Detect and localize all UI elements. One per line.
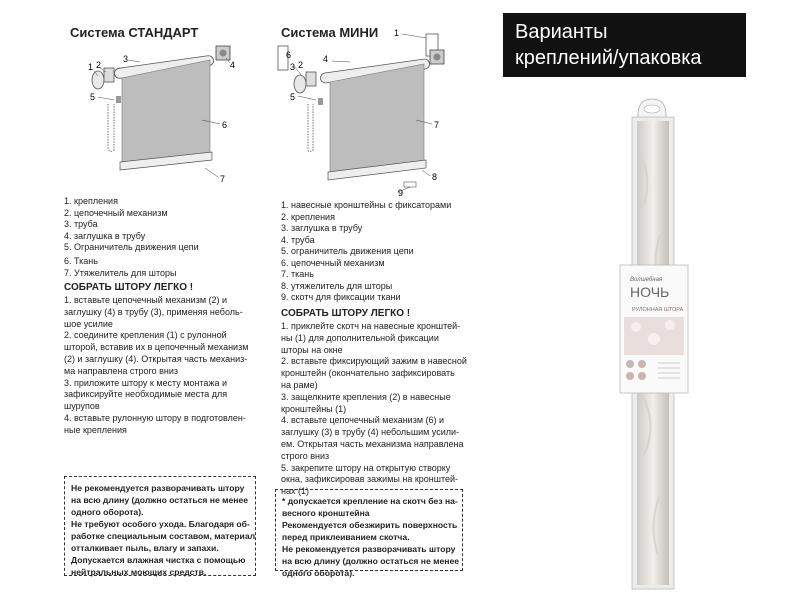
mini-diagram: [270, 28, 460, 200]
callout: 4: [230, 60, 236, 70]
note-line: Рекомендуется обезжирить поверхность: [282, 520, 458, 530]
callout: 1: [88, 62, 94, 72]
package-image: [600, 95, 710, 595]
banner-line-2: креплений/упаковка: [515, 47, 702, 69]
note-line: отталкивает пыль, влагу и запахи.: [71, 543, 219, 553]
note-line: нейтральных моющих средств.: [71, 567, 207, 577]
mini-care-note: [275, 489, 463, 578]
package-brand-small: Волшебная: [630, 277, 663, 283]
step-line: (2) и заглушку (4). Открытая часть механиз-: [64, 353, 248, 364]
package-product: РУЛОННАЯ ШТОРА: [632, 307, 684, 313]
list-item: 1. навесные кронштейны с фиксаторами: [281, 200, 452, 210]
list-item: 7. ткань: [281, 269, 314, 279]
section-banner: [503, 13, 746, 77]
list-item: 7. Утяжелитель для шторы: [64, 267, 177, 278]
callout: 1: [394, 28, 400, 38]
callout: 8: [432, 172, 438, 182]
step-line: 3. защелкните крепления (2) в навесные: [281, 391, 451, 402]
step-line: кронштейн (окончательно зафиксировать: [281, 368, 455, 379]
note-line: весного кронштейна: [282, 508, 370, 518]
list-item: 4. труба: [281, 234, 315, 245]
list-item: 5. Ограничитель движения цепи: [64, 242, 199, 252]
banner-line-1: Варианты: [515, 21, 608, 43]
list-item: 3. заглушка в трубу: [281, 223, 363, 233]
package-brand-big: НОЧЬ: [630, 284, 670, 300]
list-item: 2. цепочечный механизм: [64, 207, 168, 218]
step-line: шторы на окне: [281, 344, 343, 355]
list-item: 3. труба: [64, 219, 98, 229]
standard-diagram: [80, 38, 250, 188]
callout: 4: [323, 54, 329, 64]
callout: 6: [222, 120, 228, 130]
callout: 7: [220, 174, 226, 184]
standard-assembly-title: СОБРАТЬ ШТОРУ ЛЕГКО !: [64, 282, 194, 293]
standard-parts-list-2: [64, 256, 177, 279]
step-line: кронштейны (1): [281, 403, 347, 414]
list-item: 9. скотч для фиксации ткани: [281, 292, 401, 302]
step-line: 1. вставьте цепочечный механизм (2) и: [64, 295, 228, 305]
note-line: перед приклеиванием скотча.: [282, 532, 410, 542]
step-line: 5. закрепите штору на открытую створку: [281, 462, 451, 473]
note-line: на всю длину (должно остаться не менее: [71, 495, 249, 505]
callout: 5: [290, 92, 296, 102]
step-line: шурупов: [64, 401, 100, 412]
step-line: 4. вставьте цепочечный механизм (6) и: [281, 415, 445, 426]
standard-parts-list: [64, 196, 199, 254]
callout: 3: [123, 54, 129, 64]
list-item: 2. крепления: [281, 211, 335, 222]
step-line: 3. приложите штору к месту монтажа и: [64, 377, 227, 388]
step-line: ма направлена строго вниз: [64, 365, 178, 376]
step-line: зафиксируйте необходимые места для: [64, 389, 228, 400]
callout: 2: [96, 60, 102, 70]
step-line: ны (1) для дополнительной фиксации: [281, 332, 439, 343]
note-line: на всю длину (должно остаться не менее: [282, 556, 460, 566]
step-line: строго вниз: [281, 450, 330, 461]
note-line: одного оборота).: [282, 568, 355, 578]
callout: 2: [298, 60, 304, 70]
callout: 9: [398, 188, 404, 198]
list-item: 6. цепочечный механизм: [281, 257, 385, 268]
list-item: 1. крепления: [64, 196, 118, 206]
mini-title: Система МИНИ: [281, 25, 379, 40]
note-line: Не рекомендуется разворачивать штору: [71, 483, 245, 493]
step-line: шторой, вставив их в цепочечный механизм: [64, 342, 249, 353]
step-line: нах (1): [281, 486, 309, 497]
mini-parts-list: [281, 200, 451, 304]
step-line: заглушку (3) в трубу (4) небольшим усили-: [281, 427, 460, 438]
callout: 5: [90, 92, 96, 102]
standard-steps: [64, 295, 248, 437]
standard-title: Система СТАНДАРТ: [70, 25, 199, 40]
list-item: 5. ограничитель движения цепи: [281, 246, 414, 256]
callout: 3: [290, 62, 296, 72]
mini-assembly-title: СОБРАТЬ ШТОРУ ЛЕГКО !: [281, 308, 411, 319]
list-item: 6. Ткань: [64, 256, 98, 266]
step-line: 2. соедините крепления (1) с рулонной: [64, 330, 227, 341]
step-line: заглушку (4) в трубу (3), применяя неболь-: [64, 306, 243, 317]
note-line: работке специальным составом, материал: [71, 531, 256, 541]
note-line: одного оборота).: [71, 507, 144, 517]
note-line: Не рекомендуется разворачивать штору: [282, 544, 456, 554]
callout: 6: [286, 50, 292, 60]
step-line: 2. вставьте фиксирующий зажим в навесной: [281, 356, 467, 367]
mini-steps: [281, 321, 467, 498]
standard-care-note: [64, 476, 256, 576]
step-line: ем. Открытая часть механизма направлена: [281, 438, 464, 449]
step-line: шое усилие: [64, 318, 113, 329]
note-line: * допускается крепление на скотч без на-: [282, 496, 458, 506]
step-line: 4. вставьте рулонную штору в подготовлен-: [64, 412, 246, 423]
step-line: окна, зафиксировав зажимы на кронштей-: [281, 474, 459, 485]
note-line: Не требуют особого ухода. Благодаря об-: [71, 519, 250, 529]
note-line: Допускается влажная чистка с помощью: [71, 555, 246, 565]
list-item: 4. заглушка в трубу: [64, 230, 146, 241]
step-line: ные крепления: [64, 424, 127, 435]
callout: 7: [434, 120, 440, 130]
step-line: 1. приклейте скотч на навесные кронштей-: [281, 321, 461, 331]
list-item: 8. утяжелитель для шторы: [281, 280, 393, 291]
step-line: на раме): [281, 379, 318, 390]
